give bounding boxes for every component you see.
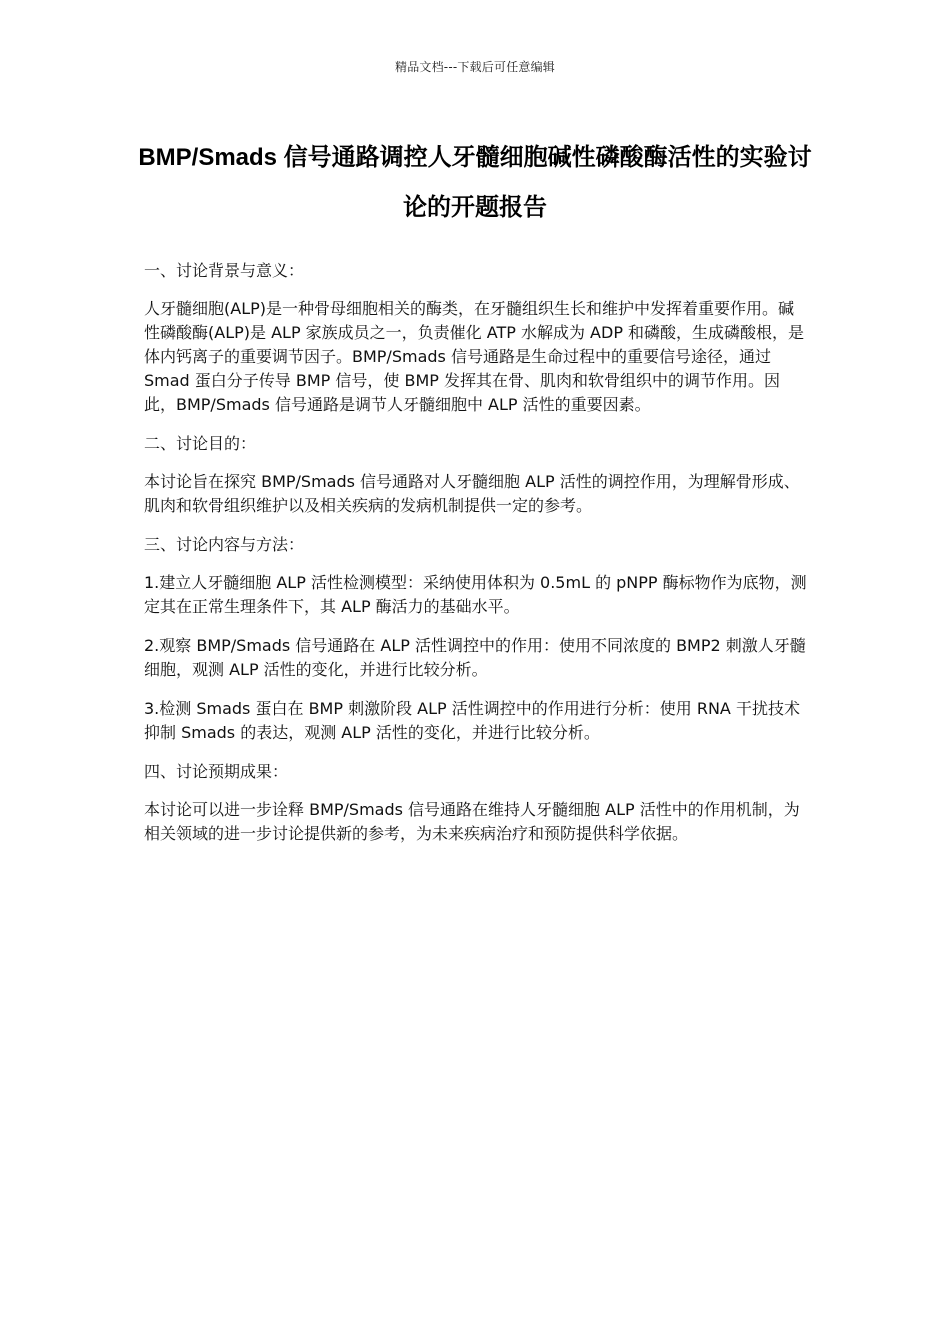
paragraph-background: 人牙髓细胞(ALP)是一种骨母细胞相关的酶类，在牙髓组织生长和维护中发挥着重要作用。碱性磷酸酶(ALP)是 ALP 家族成员之一，负责催化 ATP 水解成为 ADP 和磷酸，生成磷酸根，是体内钙离子的重要调节因子。BMP/Smads 信号通路是生命过程中的重要信号途径，通过 Smad 蛋白分子传导 BMP 信号，使 BMP 发挥其在骨、肌肉和软骨组织中的调节作用。因此，BMP/Smads 信号通路是调节人牙髓细胞中 ALP 活性的重要因素。 <box>144 299 805 414</box>
paragraph-method-2: 2.观察 BMP/Smads 信号通路在 ALP 活性调控中的作用：使用不同浓度的 BMP2 刺激人牙髓细胞，观测 ALP 活性的变化，并进行比较分析。 <box>144 636 806 679</box>
paragraph-outcomes: 本讨论可以进一步诠释 BMP/Smads 信号通路在维持人牙髓细胞 ALP 活性中的作用机制，为相关领域的进一步讨论提供新的参考，为未来疾病治疗和预防提供科学依据。 <box>144 800 800 843</box>
paragraph-method-3: 3.检测 Smads 蛋白在 BMP 刺激阶段 ALP 活性调控中的作用进行分析：使用 RNA 干扰技术抑制 Smads 的表达，观测 ALP 活性的变化，并进行比较分析。 <box>144 699 800 742</box>
section-heading-purpose: 二、讨论目的： <box>144 434 257 453</box>
header-note: 精品文档---下载后可任意编辑 <box>395 60 555 74</box>
paragraph-purpose: 本讨论旨在探究 BMP/Smads 信号通路对人牙髓细胞 ALP 活性的调控作用，为理解骨形成、肌肉和软骨组织维护以及相关疾病的发病机制提供一定的参考。 <box>144 472 800 515</box>
section-heading-methods: 三、讨论内容与方法： <box>144 535 305 554</box>
document-title: BMP/Smads 信号通路调控人牙髓细胞碱性磷酸酶活性的实验讨论的开题报告 <box>138 144 812 221</box>
document-body <box>144 259 808 861</box>
paragraph-method-1: 1.建立人牙髓细胞 ALP 活性检测模型：采纳使用体积为 0.5mL 的 pNPP 酶标物作为底物，测定其在正常生理条件下，其 ALP 酶活力的基础水平。 <box>144 573 807 616</box>
section-heading-outcomes: 四、讨论预期成果： <box>144 762 289 781</box>
section-heading-background: 一、讨论背景与意义： <box>144 261 305 280</box>
